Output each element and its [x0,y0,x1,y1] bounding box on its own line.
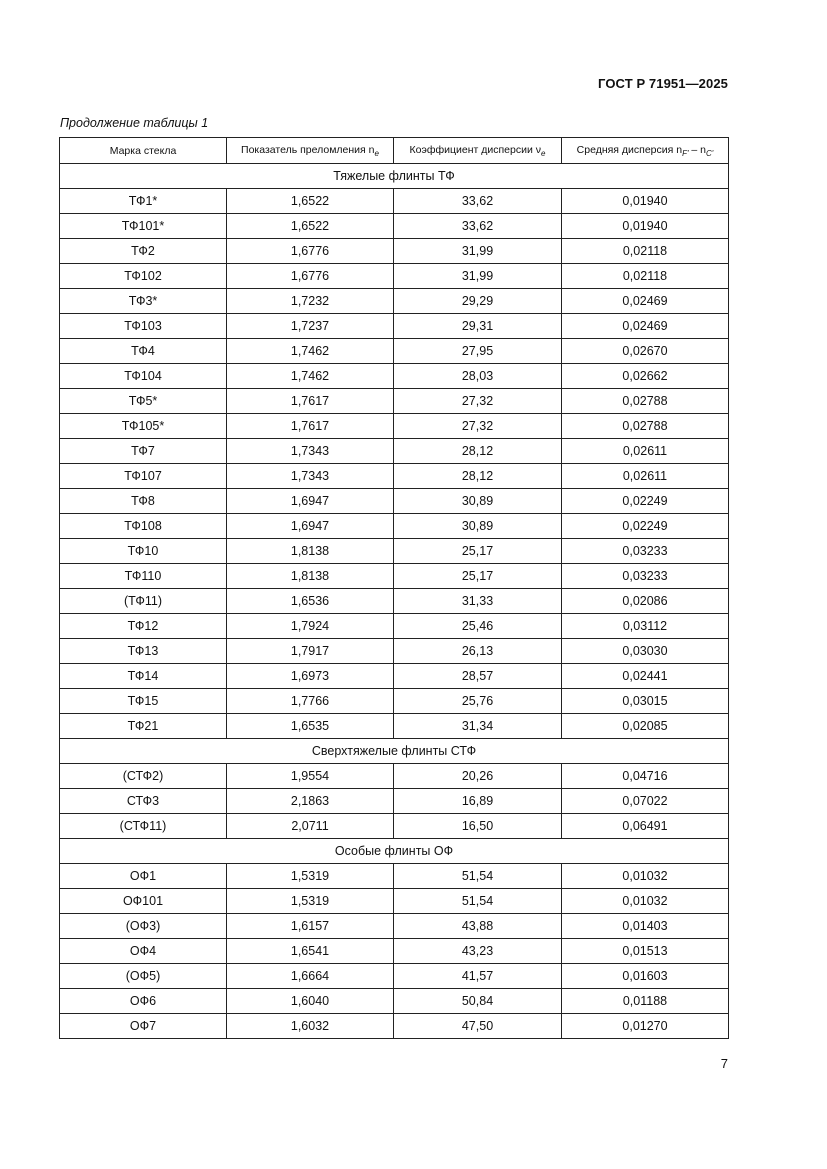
cell-grade: ТФ5* [60,389,227,414]
cell-mean-dispersion: 0,01940 [562,189,729,214]
cell-dispersion-coefficient: 25,76 [394,689,562,714]
cell-dispersion-coefficient: 27,32 [394,414,562,439]
cell-dispersion-coefficient: 31,33 [394,589,562,614]
table-row [60,889,729,914]
table-row [60,464,729,489]
header-mean-dispersion-sub-c: C' [706,148,714,158]
cell-grade: (ОФ5) [60,964,227,989]
cell-refractive-index: 1,7343 [227,464,394,489]
cell-refractive-index: 1,7462 [227,339,394,364]
cell-grade: ТФ1* [60,189,227,214]
cell-grade: ТФ7 [60,439,227,464]
cell-refractive-index: 1,7343 [227,439,394,464]
cell-dispersion-coefficient: 27,32 [394,389,562,414]
cell-mean-dispersion: 0,03233 [562,539,729,564]
page-number: 7 [720,1056,728,1071]
table-row [60,714,729,739]
cell-mean-dispersion: 0,02469 [562,289,729,314]
cell-refractive-index: 1,6947 [227,489,394,514]
group-title: Сверхтяжелые флинты СТФ [60,739,729,764]
cell-dispersion-coefficient: 31,99 [394,264,562,289]
cell-refractive-index: 1,6973 [227,664,394,689]
table-row [60,914,729,939]
cell-grade: ТФ4 [60,339,227,364]
cell-refractive-index: 1,8138 [227,564,394,589]
glass-properties-table [59,137,729,1039]
cell-grade: ОФ4 [60,939,227,964]
cell-dispersion-coefficient: 27,95 [394,339,562,364]
cell-mean-dispersion: 0,01032 [562,889,729,914]
header-mean-dispersion-sub-f: F' [682,148,689,158]
group-header-row [60,739,729,764]
cell-mean-dispersion: 0,01270 [562,1014,729,1039]
table-row [60,814,729,839]
cell-grade: ТФ14 [60,664,227,689]
cell-dispersion-coefficient: 33,62 [394,189,562,214]
cell-refractive-index: 1,6040 [227,989,394,1014]
header-mean-dispersion: Средняя дисперсия $n_{F'} - n_{C'}$ [562,138,729,164]
table-row [60,964,729,989]
table-row [60,439,729,464]
header-refractive-index: Показатель преломления $n_e$ [227,138,394,164]
table-row [60,614,729,639]
cell-dispersion-coefficient: 16,50 [394,814,562,839]
table-row [60,339,729,364]
document-code: ГОСТ Р 71951—2025 [598,76,728,91]
table-row [60,939,729,964]
cell-grade: ТФ105* [60,414,227,439]
cell-refractive-index: 1,6522 [227,214,394,239]
cell-refractive-index: 1,6541 [227,939,394,964]
table-row [60,314,729,339]
cell-refractive-index: 1,8138 [227,539,394,564]
table-row [60,639,729,664]
cell-mean-dispersion: 0,01403 [562,914,729,939]
cell-mean-dispersion: 0,02611 [562,439,729,464]
header-dispersion-coefficient: Коэффициент дисперсии $\nu_e$ [394,138,562,164]
cell-grade: ТФ102 [60,264,227,289]
cell-dispersion-coefficient: 29,29 [394,289,562,314]
cell-grade: ТФ21 [60,714,227,739]
cell-grade: (ОФ3) [60,914,227,939]
cell-mean-dispersion: 0,03030 [562,639,729,664]
table-row [60,514,729,539]
cell-dispersion-coefficient: 30,89 [394,489,562,514]
cell-refractive-index: 1,6947 [227,514,394,539]
cell-refractive-index: 1,6776 [227,239,394,264]
table-row [60,764,729,789]
cell-refractive-index: 1,7462 [227,364,394,389]
cell-dispersion-coefficient: 28,12 [394,464,562,489]
cell-mean-dispersion: 0,01513 [562,939,729,964]
cell-dispersion-coefficient: 43,23 [394,939,562,964]
cell-mean-dispersion: 0,02611 [562,464,729,489]
cell-refractive-index: 1,5319 [227,864,394,889]
cell-dispersion-coefficient: 50,84 [394,989,562,1014]
cell-dispersion-coefficient: 31,99 [394,239,562,264]
cell-mean-dispersion: 0,01603 [562,964,729,989]
cell-refractive-index: 1,6157 [227,914,394,939]
cell-dispersion-coefficient: 20,26 [394,764,562,789]
cell-dispersion-coefficient: 28,03 [394,364,562,389]
table-row [60,989,729,1014]
cell-grade: СТФ3 [60,789,227,814]
cell-mean-dispersion: 0,07022 [562,789,729,814]
cell-refractive-index: 2,0711 [227,814,394,839]
cell-refractive-index: 1,9554 [227,764,394,789]
cell-dispersion-coefficient: 28,57 [394,664,562,689]
cell-mean-dispersion: 0,01940 [562,214,729,239]
cell-grade: ТФ2 [60,239,227,264]
cell-refractive-index: 2,1863 [227,789,394,814]
cell-refractive-index: 1,7617 [227,389,394,414]
table-row [60,414,729,439]
cell-mean-dispersion: 0,03112 [562,614,729,639]
cell-refractive-index: 1,6032 [227,1014,394,1039]
cell-grade: ТФ12 [60,614,227,639]
table-row [60,539,729,564]
table-row [60,564,729,589]
cell-mean-dispersion: 0,02788 [562,389,729,414]
group-header-row [60,839,729,864]
cell-mean-dispersion: 0,02670 [562,339,729,364]
cell-refractive-index: 1,7917 [227,639,394,664]
cell-refractive-index: 1,6776 [227,264,394,289]
table-row [60,789,729,814]
cell-refractive-index: 1,7766 [227,689,394,714]
cell-refractive-index: 1,6522 [227,189,394,214]
table-row [60,264,729,289]
table-header-row [60,138,729,164]
cell-grade: ОФ101 [60,889,227,914]
header-dispersion-coefficient-sub: e [541,148,546,158]
cell-mean-dispersion: 0,01188 [562,989,729,1014]
cell-grade: (СТФ2) [60,764,227,789]
cell-dispersion-coefficient: 33,62 [394,214,562,239]
cell-dispersion-coefficient: 51,54 [394,864,562,889]
cell-grade: ТФ8 [60,489,227,514]
cell-refractive-index: 1,7924 [227,614,394,639]
cell-refractive-index: 1,6664 [227,964,394,989]
table-row [60,189,729,214]
cell-grade: ОФ6 [60,989,227,1014]
cell-grade: ОФ1 [60,864,227,889]
table-row [60,664,729,689]
cell-dispersion-coefficient: 51,54 [394,889,562,914]
cell-grade: ТФ104 [60,364,227,389]
cell-mean-dispersion: 0,03233 [562,564,729,589]
group-title: Тяжелые флинты ТФ [60,164,729,189]
cell-mean-dispersion: 0,02469 [562,314,729,339]
cell-mean-dispersion: 0,01032 [562,864,729,889]
table-row [60,864,729,889]
cell-dispersion-coefficient: 25,17 [394,564,562,589]
cell-grade: ТФ103 [60,314,227,339]
cell-dispersion-coefficient: 25,46 [394,614,562,639]
cell-mean-dispersion: 0,02662 [562,364,729,389]
cell-refractive-index: 1,6535 [227,714,394,739]
cell-mean-dispersion: 0,02118 [562,239,729,264]
cell-grade: (ТФ11) [60,589,227,614]
cell-mean-dispersion: 0,02788 [562,414,729,439]
table-row [60,589,729,614]
header-refractive-index-sub: e [374,148,379,158]
cell-mean-dispersion: 0,02118 [562,264,729,289]
table-row [60,364,729,389]
table-row [60,239,729,264]
cell-dispersion-coefficient: 30,89 [394,514,562,539]
cell-grade: ТФ107 [60,464,227,489]
table-row [60,489,729,514]
table-caption: Продолжение таблицы 1 [60,116,209,130]
table-row [60,689,729,714]
cell-mean-dispersion: 0,02249 [562,489,729,514]
cell-dispersion-coefficient: 29,31 [394,314,562,339]
table-row [60,214,729,239]
cell-mean-dispersion: 0,02085 [562,714,729,739]
cell-dispersion-coefficient: 31,34 [394,714,562,739]
cell-mean-dispersion: 0,03015 [562,689,729,714]
cell-grade: (СТФ11) [60,814,227,839]
cell-dispersion-coefficient: 47,50 [394,1014,562,1039]
group-title: Особые флинты ОФ [60,839,729,864]
cell-refractive-index: 1,7237 [227,314,394,339]
cell-mean-dispersion: 0,02441 [562,664,729,689]
cell-dispersion-coefficient: 25,17 [394,539,562,564]
cell-refractive-index: 1,5319 [227,889,394,914]
cell-dispersion-coefficient: 43,88 [394,914,562,939]
table-row [60,389,729,414]
cell-refractive-index: 1,7232 [227,289,394,314]
cell-grade: ОФ7 [60,1014,227,1039]
table-body [60,164,729,1039]
cell-mean-dispersion: 0,04716 [562,764,729,789]
table-row [60,1014,729,1039]
cell-grade: ТФ110 [60,564,227,589]
cell-grade: ТФ3* [60,289,227,314]
cell-dispersion-coefficient: 28,12 [394,439,562,464]
cell-grade: ТФ108 [60,514,227,539]
cell-dispersion-coefficient: 41,57 [394,964,562,989]
cell-mean-dispersion: 0,06491 [562,814,729,839]
cell-mean-dispersion: 0,02249 [562,514,729,539]
cell-grade: ТФ15 [60,689,227,714]
group-header-row [60,164,729,189]
table-row [60,289,729,314]
cell-grade: ТФ101* [60,214,227,239]
cell-dispersion-coefficient: 16,89 [394,789,562,814]
cell-dispersion-coefficient: 26,13 [394,639,562,664]
header-grade: Марка стекла [60,138,227,164]
cell-refractive-index: 1,7617 [227,414,394,439]
cell-refractive-index: 1,6536 [227,589,394,614]
cell-grade: ТФ10 [60,539,227,564]
cell-mean-dispersion: 0,02086 [562,589,729,614]
cell-grade: ТФ13 [60,639,227,664]
